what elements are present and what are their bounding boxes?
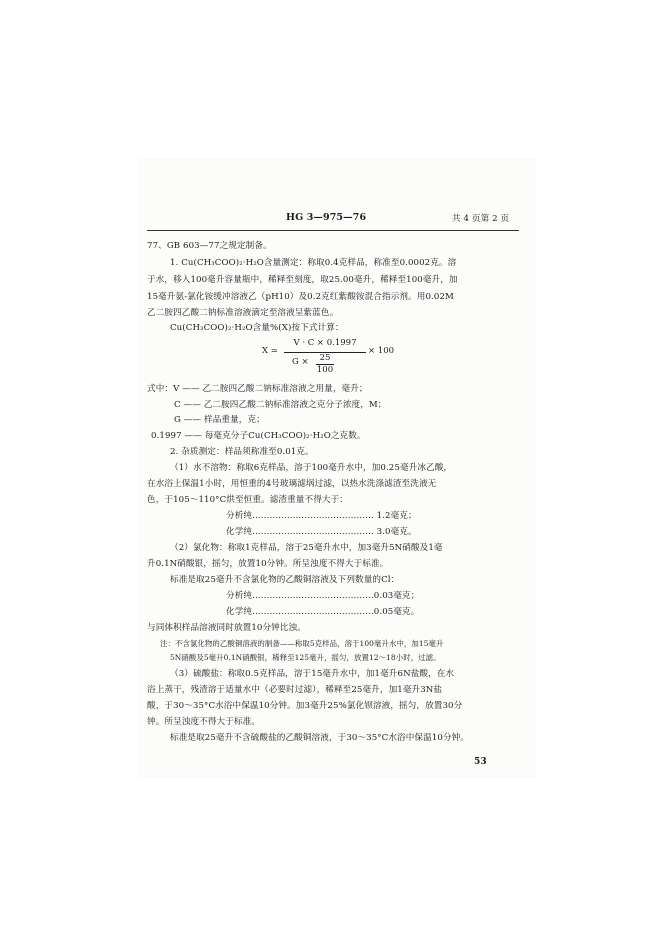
formula-numerator: V · C × 0.1997: [293, 338, 357, 348]
where-line: 0.1997 —— 每毫克分子Cu(CH₃COO)₂·H₂O之克数。: [151, 431, 366, 441]
limit-row: 分析纯…………………………………… 1.2毫克；: [226, 511, 417, 521]
formula-rhs: × 100: [368, 346, 395, 356]
text-line: 浴上蒸干，残渣溶于适量水中（必要时过滤），稀释至25毫升，加1毫升3N盐: [147, 685, 443, 695]
formula-inner-denominator: 100: [316, 365, 334, 375]
text-line: Cu(CH₃COO)₂·H₂O含量%(X)按下式计算：: [170, 323, 344, 333]
text-line: 升0.1N硝酸银，摇匀，放置10分钟。所呈浊度不得大于标准。: [147, 559, 389, 569]
where-line: G —— 样品重量，克；: [174, 415, 265, 425]
text-line: 1. Cu(CH₃COO)₂·H₂O含量测定：称取0.4克样品，称准至0.0002克。溶: [170, 258, 457, 268]
text-line: 酸，于30～35°C水浴中保温10分钟。加3毫升25%氯化钡溶液，摇匀，放置30分: [147, 701, 463, 711]
text-line: 77、GB 603—77之规定制备。: [147, 241, 272, 251]
text-line: （2）氯化物：称取1克样品，溶于25毫升水中，加3毫升5N硝酸及1毫: [170, 543, 443, 553]
text-line: （3）硫酸盐：称取0.5克样品，溶于15毫升水中，加1毫升6N盐酸，在水: [170, 669, 455, 679]
where-line: C —— 乙二胺四乙酸二钠标准溶液之克分子浓度，M；: [174, 400, 387, 410]
formula-inner-numerator: 25: [319, 353, 331, 363]
standard-code: HG 3—975—76: [286, 212, 367, 223]
limit-row: 化学纯…………………………………… 3.0毫克。: [226, 527, 417, 537]
header-rule: [147, 230, 519, 231]
page-count: 共 4 页第 2 页: [452, 214, 510, 224]
limit-row: 分析纯……………………………………0.03毫克；: [226, 591, 420, 601]
text-line: 于水，移入100毫升容量瓶中，稀释至刻度，取25.00毫升，稀释至100毫升，加: [147, 275, 458, 285]
text-line: 乙二胺四乙酸二钠标准溶液滴定至溶液呈紫蓝色。: [147, 308, 339, 318]
limit-row: 化学纯……………………………………0.05毫克。: [226, 607, 420, 617]
text-line: 色，于105～110°C烘至恒重。滤渣重量不得大于：: [147, 495, 348, 505]
page-number: 53: [474, 757, 487, 767]
text-line: 15毫升氨-氯化铵缓冲溶液乙（pH10）及0.2克红紫酸铵混合指示剂。用0.02M: [147, 292, 454, 302]
section-heading: 2. 杂质测定：样品须称准至0.01克。: [170, 447, 314, 457]
formula-denominator: G ×: [292, 357, 309, 367]
note-line: 5N硝酸及5毫升0.1N硝酸银，稀释至125毫升，摇匀，放置12～18小时，过滤。: [170, 653, 441, 662]
formula-lhs: X =: [262, 346, 278, 356]
note-line: 注：不含氯化物的乙酸铜溶液的制备——称取5克样品，溶于100毫升水中，加15毫升: [160, 639, 444, 648]
text-line: 在水浴上保温1小时，用恒重的4号玻璃滤埚过滤，以热水洗涤滤渣至洗液无: [147, 479, 437, 489]
text-line: 与同体积样品溶液同时放置10分钟比浊。: [147, 623, 306, 633]
text-line: 标准是取25毫升不含氯化物的乙酸铜溶液及下列数量的Cl：: [170, 575, 400, 585]
text-line: 钟。所呈浊度不得大于标准。: [147, 717, 261, 727]
text-line: 标准是取25毫升不含硫酸盐的乙酸铜溶液，于30～35°C水浴中保温10分钟。: [170, 733, 470, 743]
text-line: （1）水不溶物：称取6克样品，溶于100毫升水中，加0.25毫升冰乙酸，: [170, 463, 453, 473]
where-line: 式中：V —— 乙二胺四乙酸二钠标准溶液之用量，毫升；: [147, 384, 368, 394]
